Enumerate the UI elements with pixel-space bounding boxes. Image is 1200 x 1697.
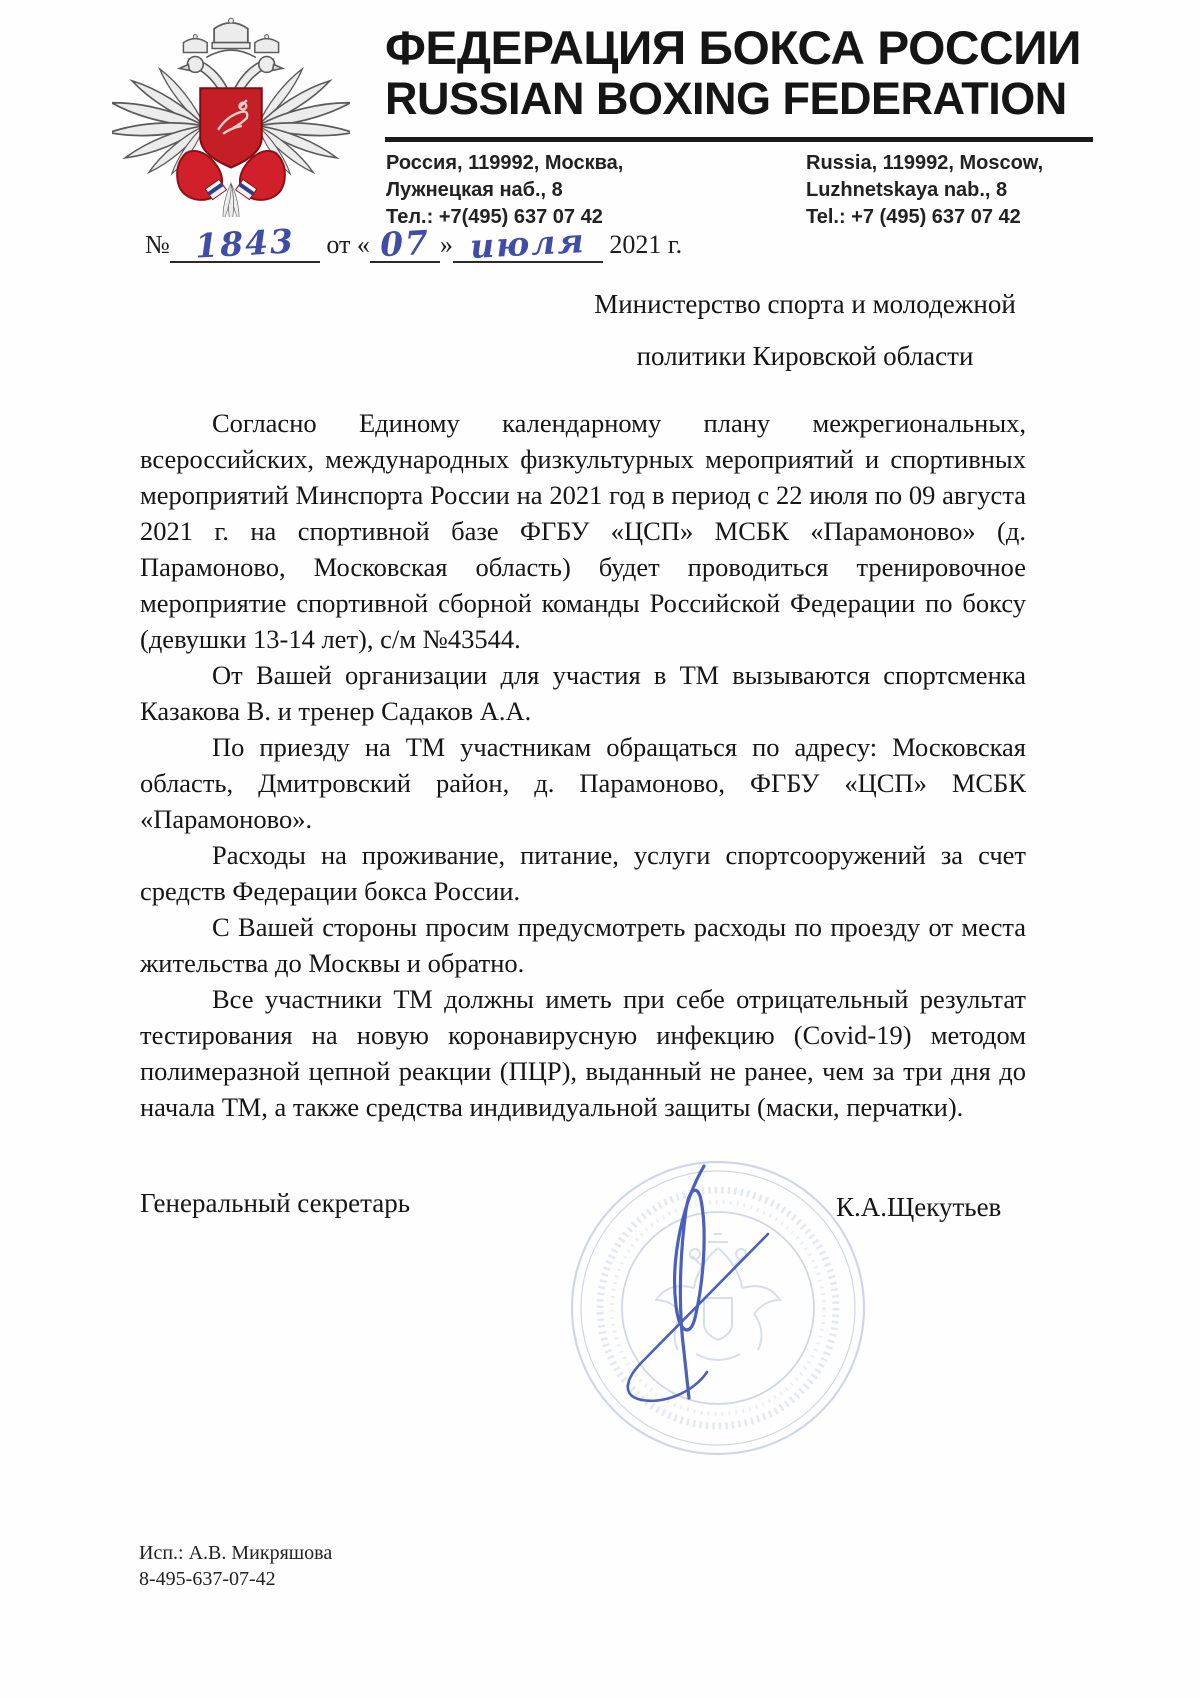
from-label: от « bbox=[326, 230, 370, 259]
signer-name: К.А.Щекутьев bbox=[836, 1192, 1002, 1222]
recipient-line2: политики Кировской области bbox=[636, 341, 974, 371]
address-ru-line2: Лужнецкая наб., 8 bbox=[386, 179, 563, 201]
central-crown bbox=[212, 18, 250, 48]
paragraph: Расходы на проживание, питание, услуги спортсооружений за счет средств Федерации бокса России. bbox=[140, 840, 1026, 906]
year-suffix: 2021 г. bbox=[609, 230, 683, 259]
signer-title: Генеральный секретарь bbox=[140, 1188, 411, 1218]
letter-body bbox=[140, 405, 1026, 1125]
address-ru-line1: Россия, 119992, Москва, bbox=[386, 152, 624, 174]
quote-close: » bbox=[439, 230, 453, 259]
number-label: № bbox=[145, 230, 170, 259]
number-blank bbox=[170, 221, 320, 266]
paragraph: Согласно Единому календарному плану межрегиональных, всероссийских, международных физкультурных мероприятий и спортивных мероприятий Минспорта России на 2021 год в период с 22 июля по 09 августа 2021 г. на спортивной базе ФГБУ «ЦСП» МСБК «Парамоново» (д. Парамоново, Московская область) будет проводиться тренировочное мероприятие спортивной сборной команды Российской Федерации по боксу (девушки 13-14 лет), с/м №43544. bbox=[140, 408, 1026, 654]
reference-line bbox=[145, 222, 905, 274]
masthead bbox=[385, 22, 1097, 124]
day-blank bbox=[370, 222, 440, 263]
official-stamp bbox=[556, 1138, 880, 1462]
right-crown bbox=[255, 35, 279, 53]
handwritten-number: 1843 bbox=[194, 221, 296, 266]
paragraph: От Вашей организации для участия в ТМ вызываются спортсменка Казакова В. и тренер Садаков А.А. bbox=[140, 660, 1026, 726]
handwritten-day: 07 bbox=[378, 222, 431, 265]
federation-emblem-logo bbox=[112, 12, 350, 217]
executor-name: Исп.: А.В. Микряшова bbox=[139, 1542, 333, 1564]
signature-ink bbox=[628, 1166, 768, 1401]
address-block-en bbox=[806, 150, 1136, 231]
address-ru-line3: Тел.: +7(495) 637 07 42 bbox=[386, 206, 603, 228]
recipient-line1: Министерство спорта и молодежной bbox=[594, 289, 1016, 319]
executor-phone: 8-495-637-07-42 bbox=[139, 1568, 276, 1590]
address-en-line1: Russia, 119992, Moscow, bbox=[806, 152, 1044, 174]
month-blank bbox=[453, 221, 603, 266]
paragraph: Все участники ТМ должны иметь при себе отрицательный результат тестирования на новую коронавирусную инфекцию (Covid-19) методом полимеразной цепной реакции (ПЦР), выданный не ранее, чем за три дня до начала ТМ, а также средства индивидуальной защиты (маски, перчатки). bbox=[140, 984, 1026, 1122]
paragraph: С Вашей стороны просим предусмотреть расходы по проезду от места жительства до Москвы и обратно. bbox=[140, 912, 1026, 978]
federation-title-en: RUSSIAN BOXING FEDERATION bbox=[385, 73, 1067, 124]
left-crown bbox=[183, 35, 207, 53]
header-divider bbox=[385, 137, 1093, 142]
address-en-line2: Luzhnetskaya nab., 8 bbox=[806, 179, 1008, 201]
executor-block bbox=[139, 1540, 332, 1592]
central-shield bbox=[200, 88, 261, 167]
recipient-block bbox=[575, 278, 1035, 382]
paragraph: По приезду на ТМ участникам обращаться по адресу: Московская область, Дмитровский район, д. Парамоново, ФГБУ «ЦСП» МСБК «Парамоново». bbox=[140, 732, 1026, 834]
handwritten-month: июля bbox=[469, 221, 587, 266]
address-block-ru bbox=[386, 150, 746, 231]
crown-ribbon bbox=[206, 50, 256, 57]
address-en-line3: Tel.: +7 (495) 637 07 42 bbox=[806, 206, 1021, 228]
federation-title-ru: ФЕДЕРАЦИЯ БОКСА РОССИИ bbox=[385, 21, 1081, 74]
